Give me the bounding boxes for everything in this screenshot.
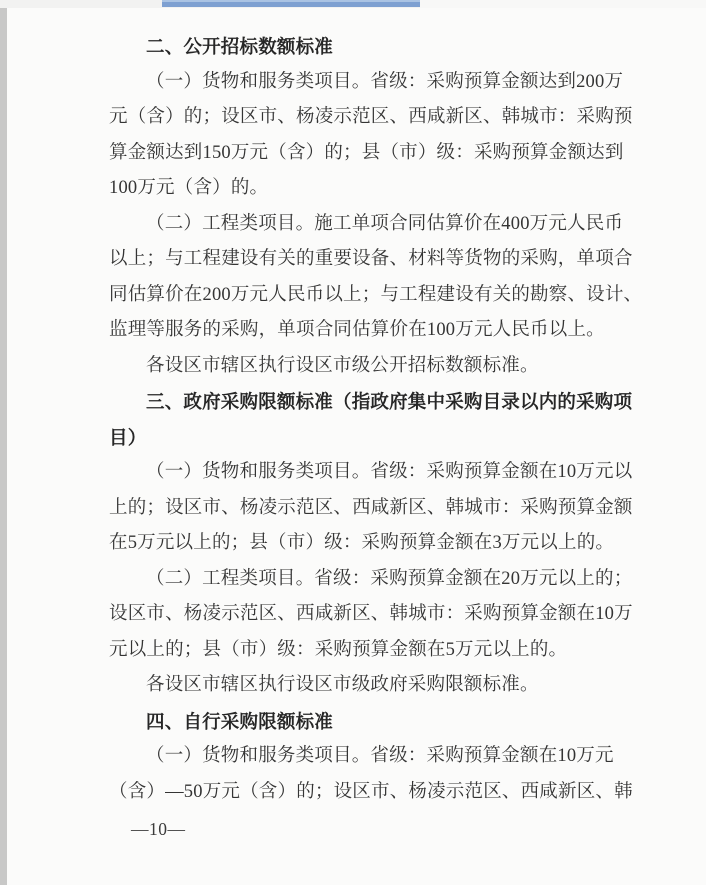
paragraph-line: （二）工程类项目。省级：采购预算金额在20万元以上的； (146, 568, 633, 589)
section-heading-line: 二、公开招标数额标准 (146, 36, 334, 57)
paragraph-line: 算金额达到150万元（含）的；县（市）级：采购预算金额达到 (109, 142, 624, 163)
paragraph-line: 监理等服务的采购，单项合同估算价在100万元人民币以上。 (109, 320, 605, 340)
viewer-top-band (0, 0, 706, 8)
section-heading-line: 三、政府采购限额标准（指政府集中采购目录以内的采购项 (146, 391, 633, 412)
paragraph-line: （一）货物和服务类项目。省级：采购预算金额达到200万 (146, 71, 624, 92)
section-heading-line: 四、自行采购限额标准 (146, 710, 334, 732)
paragraph-line: （一）货物和服务类项目。省级：采购预算金额在10万元 (146, 746, 614, 766)
paragraph-line: 以上；与工程建设有关的重要设备、材料等货物的采购，单项合 (109, 249, 633, 269)
page-number: —10— (131, 819, 186, 839)
scan-left-edge (0, 8, 7, 885)
viewer-top-band-right (420, 0, 706, 8)
paragraph-line: （二）工程类项目。施工单项合同估算价在400万元人民币 (146, 213, 624, 234)
paragraph-line: 元以上的；县（市）级：采购预算金额在5万元以上的。 (109, 639, 568, 660)
paragraph-line: 设区市、杨凌示范区、西咸新区、韩城市：采购预算金额在10万 (109, 604, 633, 624)
section-heading-line: 目） (109, 426, 147, 448)
scrollbar-fragment[interactable] (162, 0, 420, 7)
paragraph-line: 同估算价在200万元人民币以上；与工程建设有关的勘察、设计、 (109, 284, 643, 305)
paragraph-line: （含）—50万元（含）的；设区市、杨凌示范区、西咸新区、韩 (109, 781, 633, 802)
paragraph-line: （一）货物和服务类项目。省级：采购预算金额在10万元以 (146, 462, 633, 482)
document-body (109, 29, 643, 810)
paragraph-line: 元（含）的；设区市、杨凌示范区、西咸新区、韩城市：采购预 (109, 107, 633, 127)
paragraph-line: 各设区市辖区执行设区市级公开招标数额标准。 (146, 355, 539, 376)
paragraph-line: 上的；设区市、杨凌示范区、西咸新区、韩城市：采购预算金额 (109, 497, 633, 518)
paragraph-line: 各设区市辖区执行设区市级政府采购限额标准。 (146, 675, 539, 695)
paragraph-line: 100万元（含）的。 (109, 178, 269, 198)
paragraph-line: 在5万元以上的；县（市）级：采购预算金额在3万元以上的。 (109, 533, 615, 553)
